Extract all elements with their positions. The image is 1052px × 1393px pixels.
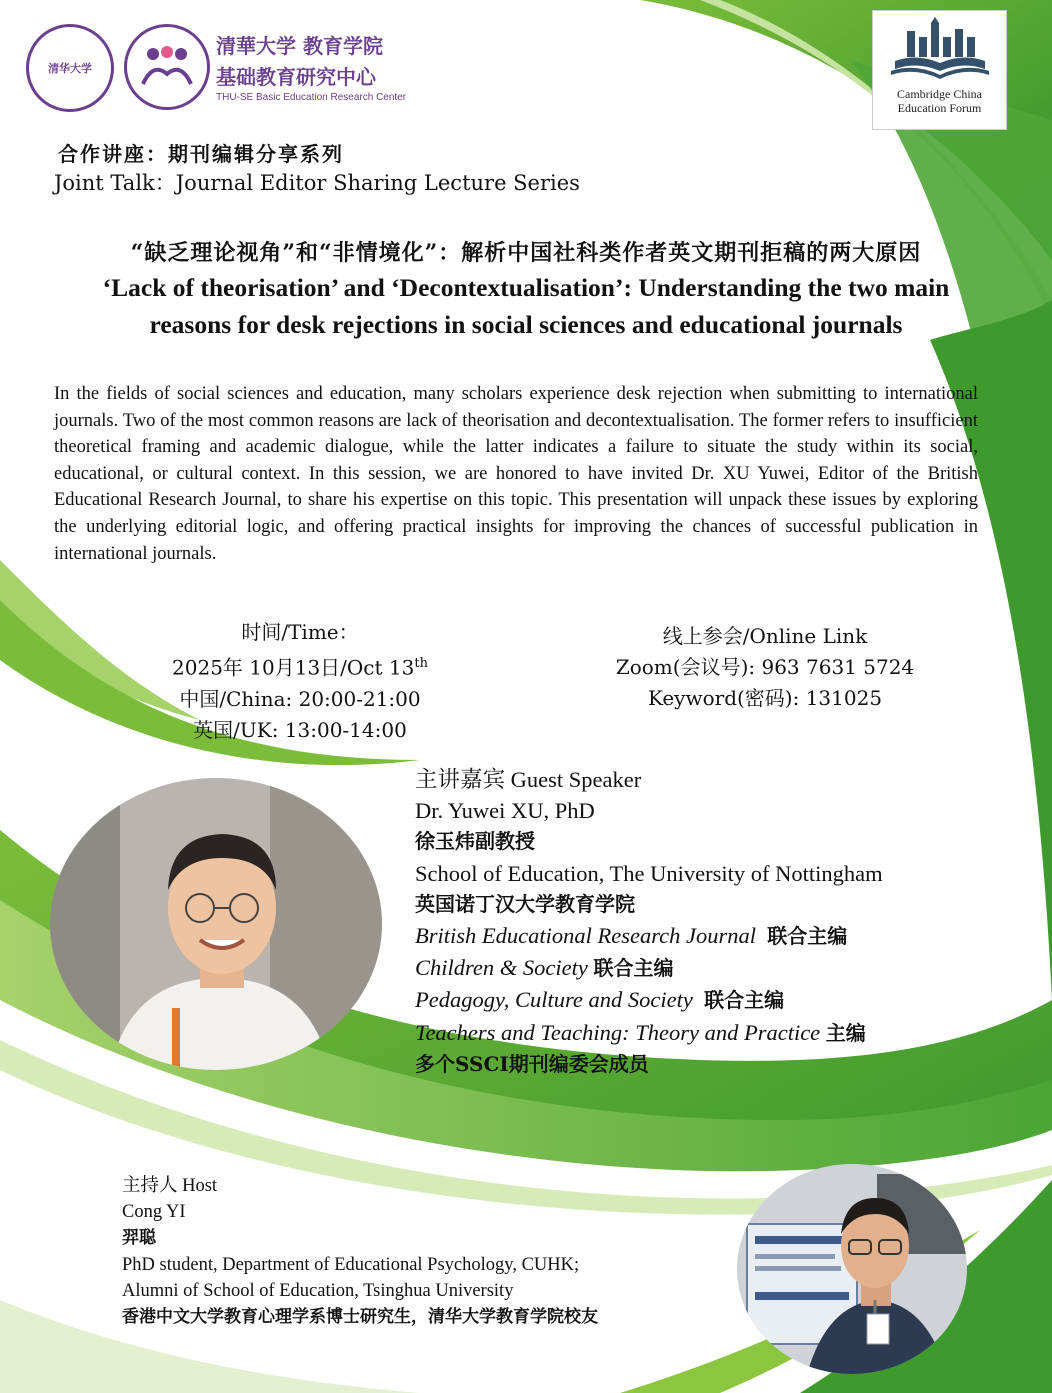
center-name-line1: 清華大学 教育学院 <box>216 34 383 58</box>
talk-title-cn: “缺乏理论视角”和“非情境化”：解析中国社科类作者英文期刊拒稿的两大原因 <box>130 240 922 266</box>
journal-name: Teachers and Teaching: Theory and Practice <box>415 1019 821 1045</box>
speaker-name-cn: 徐玉炜副教授 <box>415 829 535 854</box>
time-block <box>130 617 470 746</box>
speaker-portrait-icon <box>50 778 382 1070</box>
speaker-affil-cn: 英国诺丁汉大学教育学院 <box>415 891 635 916</box>
journal-role: 主编 <box>825 1020 866 1045</box>
seal-text: 清华大学 <box>48 62 92 75</box>
journal-role: 联合主编 <box>767 924 848 949</box>
time-china: 中国/China: 20:00-21:00 <box>179 686 421 711</box>
speaker-boards: 多个SSCI期刊编委会成员 <box>415 1051 649 1076</box>
host-line2: Alumni of School of Education, Tsinghua University <box>122 1280 514 1301</box>
talk-title-en-line1: ‘Lack of theorisation’ and ‘Decontextualisation’: Understanding the two main <box>102 273 950 302</box>
time-date-sup: th <box>414 656 428 671</box>
speaker-name-en: Dr. Yuwei XU, PhD <box>415 798 595 824</box>
center-logo-text <box>216 30 436 103</box>
cambridge-logo <box>872 10 1007 130</box>
host-photo <box>737 1164 967 1374</box>
speaker-heading: 主讲嘉宾 Guest Speaker <box>415 767 642 792</box>
speaker-affil-en: School of Education, The University of Nottingham <box>415 860 883 886</box>
zoom-keyword: Keyword(密码): 131025 <box>647 686 883 710</box>
online-label: 线上参会/Online Link <box>662 624 868 648</box>
speaker-role <box>415 920 883 952</box>
speaker-role <box>415 952 883 984</box>
series-title-cn: 合作讲座：期刊编辑分享系列 <box>58 142 344 166</box>
host-name-cn: 羿聪 <box>122 1228 156 1249</box>
series-title-en: Joint Talk：Journal Editor Sharing Lecture Series <box>54 171 580 195</box>
center-name-line2: 基础教育研究中心 <box>216 65 376 89</box>
journal-role: 联合主编 <box>704 988 785 1013</box>
time-label: 时间/Time： <box>241 620 359 644</box>
tsinghua-seal-logo <box>26 24 114 112</box>
zoom-meeting-id[interactable]: Zoom(会议号): 963 7631 5724 <box>615 655 915 679</box>
time-date-main: 2025年 10月13日/Oct 13 <box>172 655 415 680</box>
host-portrait-icon <box>737 1164 967 1374</box>
journal-role: 联合主编 <box>593 956 674 981</box>
host-line3: 香港中文大学教育心理学系博士研究生，清华大学教育学院校友 <box>122 1307 598 1328</box>
castle-book-icon <box>885 17 995 83</box>
journal-name: Pedagogy, Culture and Society <box>415 987 693 1013</box>
abstract-paragraph: In the fields of social sciences and education, many scholars experience desk rejection when submitting to international journals. Two of the most common reasons are lack of theorisation and decontextualisation. The former refers to insufficient theoretical framing and academic dialogue, while the latter indicates a failure to situate the study within its social, educational, or cultural context. In this session, we are honored to have invited Dr. XU Yuwei, Editor of the British Educational Research Journal, to share his expertise on this topic. This presentation will unpack these issues by exploring the underlying editorial logic, and offering practical insights for improving the chances of successful publication in international journals. <box>54 384 978 564</box>
people-icon <box>139 44 195 90</box>
center-round-logo <box>124 24 210 110</box>
host-info <box>122 1173 598 1330</box>
time-uk: 英国/UK: 13:00-14:00 <box>193 717 407 742</box>
time-date <box>130 648 470 684</box>
host-heading: 主持人 Host <box>122 1176 218 1196</box>
speaker-role <box>415 984 883 1016</box>
talk-title-en-line2: reasons for desk rejections in social sciences and educational journals <box>149 310 903 339</box>
speaker-info <box>415 764 883 1080</box>
host-name-en: Cong YI <box>122 1202 186 1223</box>
speaker-photo <box>50 778 382 1070</box>
speaker-role <box>415 1017 883 1049</box>
journal-name: British Educational Research Journal <box>415 923 756 949</box>
cambridge-line1: Cambridge China <box>897 87 982 101</box>
online-block <box>580 621 950 714</box>
journal-name: Children & Society <box>415 955 588 981</box>
cambridge-line2: Education Forum <box>897 101 982 115</box>
host-line1: PhD student, Department of Educational Psychology, CUHK; <box>122 1254 580 1275</box>
center-name-en: THU-SE Basic Education Research Center <box>216 92 407 103</box>
